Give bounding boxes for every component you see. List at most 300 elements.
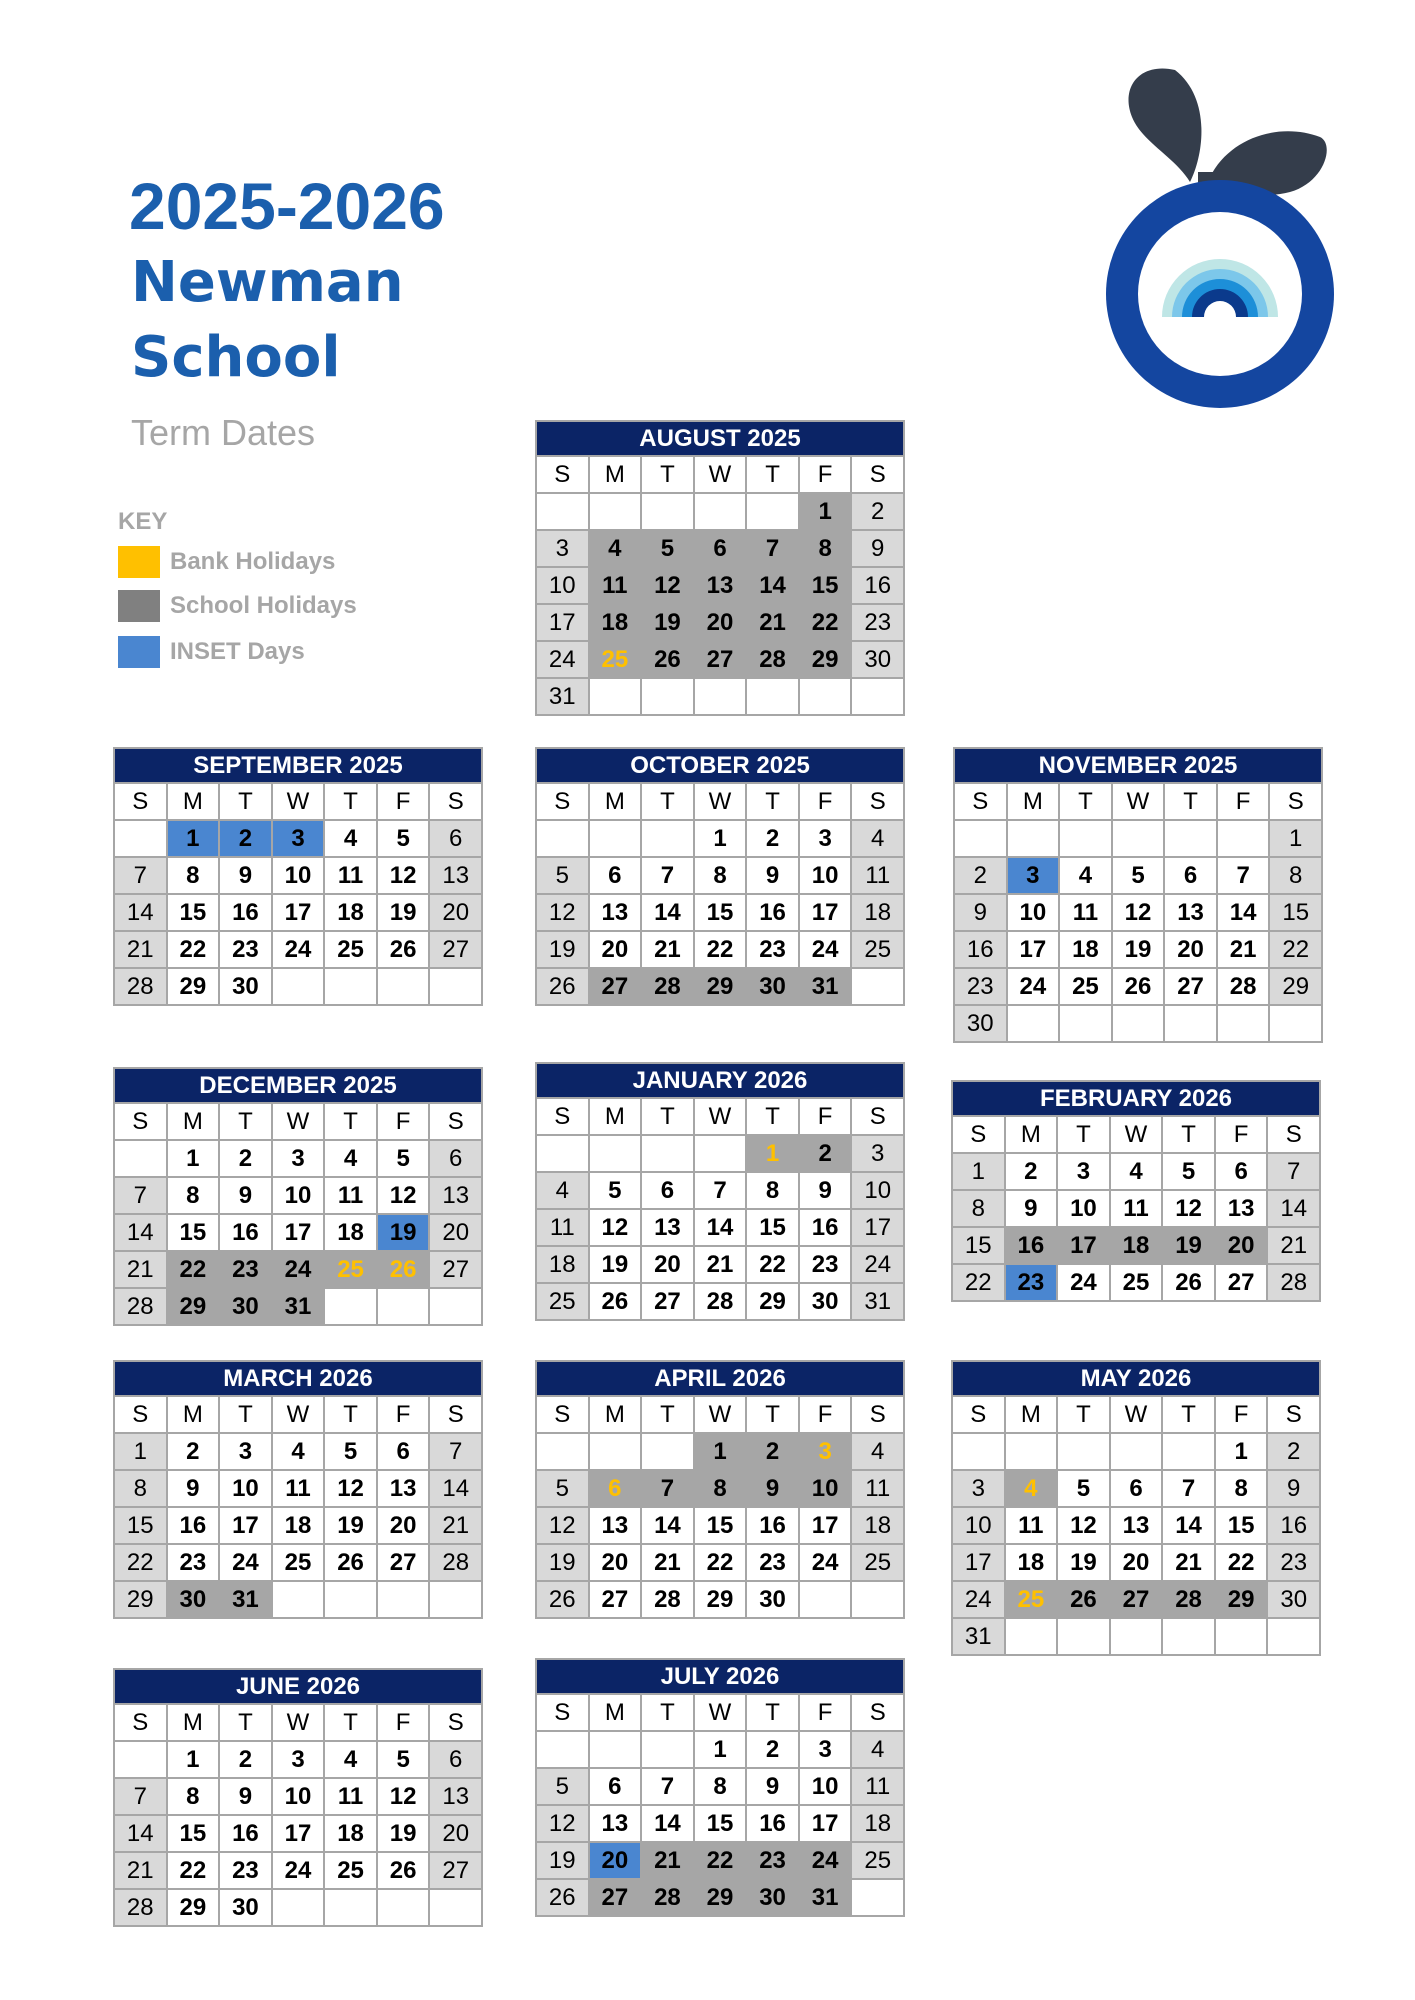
calendar-october-2025 [535, 747, 905, 1006]
empty-day-cell [642, 494, 693, 529]
day-cell: 31 [537, 679, 588, 714]
month-title: OCTOBER 2025 [537, 749, 903, 782]
day-cell: 3 [953, 1471, 1004, 1506]
weekday-header: S [852, 457, 903, 492]
day-cell: 18 [852, 895, 903, 930]
day-cell: 14 [695, 1210, 746, 1245]
weekday-header: T [325, 1104, 376, 1139]
day-cell: 1 [168, 821, 219, 856]
day-cell: 15 [695, 895, 746, 930]
month-title: JANUARY 2026 [537, 1064, 903, 1097]
day-cell: 28 [1163, 1582, 1214, 1617]
weekday-header: T [220, 1104, 271, 1139]
day-cell: 1 [1270, 821, 1321, 856]
weekday-header: M [168, 1705, 219, 1740]
day-cell: 1 [115, 1434, 166, 1469]
day-cell: 19 [537, 1545, 588, 1580]
weekday-header: W [273, 1705, 324, 1740]
day-cell: 14 [642, 1508, 693, 1543]
day-cell: 2 [220, 821, 271, 856]
day-cell: 22 [168, 1853, 219, 1888]
day-cell: 30 [747, 1880, 798, 1915]
day-cell: 18 [1060, 932, 1111, 967]
day-cell: 21 [115, 1853, 166, 1888]
weekday-header: W [695, 784, 746, 819]
day-cell: 11 [852, 1471, 903, 1506]
empty-day-cell [695, 679, 746, 714]
day-cell: 13 [590, 895, 641, 930]
calendar-january-2026 [535, 1062, 905, 1321]
day-cell: 10 [537, 568, 588, 603]
weekday-header: S [955, 784, 1006, 819]
day-cell: 19 [1058, 1545, 1109, 1580]
empty-day-cell [1060, 1006, 1111, 1041]
day-cell: 27 [1165, 969, 1216, 1004]
day-cell: 14 [642, 895, 693, 930]
day-cell: 29 [168, 1289, 219, 1324]
empty-day-cell [430, 1289, 481, 1324]
weekday-header: T [1058, 1397, 1109, 1432]
day-cell: 2 [800, 1136, 851, 1171]
day-cell: 14 [642, 1806, 693, 1841]
day-cell: 29 [168, 969, 219, 1004]
day-cell: 3 [1058, 1154, 1109, 1189]
day-cell: 29 [115, 1582, 166, 1617]
day-cell: 26 [378, 1252, 429, 1287]
weekday-header: M [590, 457, 641, 492]
day-cell: 31 [800, 969, 851, 1004]
empty-day-cell [1058, 1619, 1109, 1654]
day-cell: 21 [115, 932, 166, 967]
day-cell: 1 [695, 1732, 746, 1767]
day-cell: 4 [273, 1434, 324, 1469]
day-cell: 18 [325, 895, 376, 930]
day-cell: 26 [378, 932, 429, 967]
day-cell: 19 [537, 932, 588, 967]
empty-day-cell [537, 1136, 588, 1171]
day-cell: 14 [1268, 1191, 1319, 1226]
day-cell: 2 [1268, 1434, 1319, 1469]
school-logo-apple-icon [1080, 62, 1360, 428]
weekday-header: S [430, 784, 481, 819]
day-cell: 8 [1270, 858, 1321, 893]
day-cell: 30 [220, 1890, 271, 1925]
day-cell: 10 [953, 1508, 1004, 1543]
day-cell: 6 [1111, 1471, 1162, 1506]
day-cell: 14 [115, 895, 166, 930]
day-cell: 28 [430, 1545, 481, 1580]
day-cell: 13 [695, 568, 746, 603]
day-cell: 3 [800, 1732, 851, 1767]
day-cell: 11 [1006, 1508, 1057, 1543]
day-cell: 19 [325, 1508, 376, 1543]
empty-day-cell [1058, 1434, 1109, 1469]
day-cell: 16 [747, 1806, 798, 1841]
month-grid [537, 784, 903, 1004]
day-cell: 1 [747, 1136, 798, 1171]
empty-day-cell [852, 679, 903, 714]
calendar-march-2026 [113, 1360, 483, 1619]
calendar-december-2025 [113, 1067, 483, 1326]
empty-day-cell [1060, 821, 1111, 856]
day-cell: 4 [1111, 1154, 1162, 1189]
day-cell: 12 [537, 1806, 588, 1841]
day-cell: 25 [537, 1284, 588, 1319]
day-cell: 17 [273, 1816, 324, 1851]
weekday-header: T [747, 1397, 798, 1432]
day-cell: 17 [800, 1508, 851, 1543]
day-cell: 2 [1006, 1154, 1057, 1189]
empty-day-cell [430, 1890, 481, 1925]
month-grid [115, 1705, 481, 1925]
empty-day-cell [747, 679, 798, 714]
calendar-november-2025 [953, 747, 1323, 1043]
weekday-header: S [430, 1705, 481, 1740]
empty-day-cell [378, 1289, 429, 1324]
empty-day-cell [1008, 821, 1059, 856]
day-cell: 31 [953, 1619, 1004, 1654]
weekday-header: S [953, 1397, 1004, 1432]
weekday-header: S [430, 1397, 481, 1432]
month-title: DECEMBER 2025 [115, 1069, 481, 1102]
day-cell: 24 [273, 932, 324, 967]
day-cell: 21 [642, 1545, 693, 1580]
key-item-bank-holidays [118, 546, 335, 578]
empty-day-cell [430, 969, 481, 1004]
empty-day-cell [695, 494, 746, 529]
day-cell: 17 [1058, 1228, 1109, 1263]
day-cell: 4 [1006, 1471, 1057, 1506]
weekday-header: S [537, 1099, 588, 1134]
day-cell: 27 [430, 1853, 481, 1888]
day-cell: 4 [1060, 858, 1111, 893]
day-cell: 6 [590, 858, 641, 893]
day-cell: 7 [642, 1471, 693, 1506]
day-cell: 11 [590, 568, 641, 603]
day-cell: 9 [220, 1779, 271, 1814]
key-label: School Holidays [170, 592, 357, 619]
day-cell: 26 [1163, 1265, 1214, 1300]
weekday-header: S [115, 1397, 166, 1432]
empty-day-cell [590, 1732, 641, 1767]
day-cell: 16 [220, 1215, 271, 1250]
day-cell: 23 [955, 969, 1006, 1004]
day-cell: 25 [273, 1545, 324, 1580]
day-cell: 7 [115, 1178, 166, 1213]
day-cell: 20 [642, 1247, 693, 1282]
day-cell: 16 [220, 1816, 271, 1851]
day-cell: 24 [220, 1545, 271, 1580]
weekday-header: M [590, 1695, 641, 1730]
day-cell: 10 [1058, 1191, 1109, 1226]
day-cell: 16 [1006, 1228, 1057, 1263]
weekday-header: M [590, 1397, 641, 1432]
day-cell: 6 [695, 531, 746, 566]
empty-day-cell [852, 969, 903, 1004]
day-cell: 17 [800, 895, 851, 930]
school-name-line2: School [131, 325, 341, 390]
day-cell: 8 [115, 1471, 166, 1506]
weekday-header: T [1165, 784, 1216, 819]
day-cell: 4 [325, 1742, 376, 1777]
day-cell: 15 [800, 568, 851, 603]
day-cell: 16 [800, 1210, 851, 1245]
day-cell: 25 [852, 932, 903, 967]
day-cell: 23 [747, 1545, 798, 1580]
day-cell: 24 [1008, 969, 1059, 1004]
day-cell: 10 [852, 1173, 903, 1208]
school-holiday-swatch [118, 590, 160, 622]
day-cell: 28 [1268, 1265, 1319, 1300]
empty-day-cell [1163, 1434, 1214, 1469]
weekday-header: M [168, 784, 219, 819]
month-grid [953, 1117, 1319, 1300]
day-cell: 30 [747, 969, 798, 1004]
day-cell: 10 [273, 1178, 324, 1213]
weekday-header: W [695, 457, 746, 492]
key-label: Bank Holidays [170, 548, 336, 575]
day-cell: 1 [168, 1141, 219, 1176]
weekday-header: T [642, 1695, 693, 1730]
weekday-header: T [747, 1099, 798, 1134]
day-cell: 22 [695, 1545, 746, 1580]
day-cell: 27 [430, 932, 481, 967]
empty-day-cell [642, 821, 693, 856]
weekday-header: F [800, 1099, 851, 1134]
day-cell: 29 [168, 1890, 219, 1925]
day-cell: 23 [852, 605, 903, 640]
month-grid [537, 1099, 903, 1319]
day-cell: 9 [852, 531, 903, 566]
day-cell: 13 [1216, 1191, 1267, 1226]
day-cell: 10 [1008, 895, 1059, 930]
day-cell: 23 [747, 932, 798, 967]
day-cell: 15 [747, 1210, 798, 1245]
day-cell: 11 [1111, 1191, 1162, 1226]
weekday-header: F [378, 1397, 429, 1432]
day-cell: 25 [325, 932, 376, 967]
day-cell: 15 [695, 1508, 746, 1543]
day-cell: 30 [1268, 1582, 1319, 1617]
weekday-header: T [747, 457, 798, 492]
weekday-header: W [273, 1397, 324, 1432]
day-cell: 21 [642, 1843, 693, 1878]
day-cell: 8 [168, 1178, 219, 1213]
calendar-september-2025 [113, 747, 483, 1006]
day-cell: 28 [642, 969, 693, 1004]
empty-day-cell [378, 1890, 429, 1925]
day-cell: 12 [1058, 1508, 1109, 1543]
weekday-header: F [800, 1695, 851, 1730]
day-cell: 20 [1111, 1545, 1162, 1580]
day-cell: 14 [115, 1215, 166, 1250]
day-cell: 1 [953, 1154, 1004, 1189]
day-cell: 25 [852, 1843, 903, 1878]
day-cell: 24 [953, 1582, 1004, 1617]
day-cell: 29 [1270, 969, 1321, 1004]
day-cell: 3 [273, 821, 324, 856]
day-cell: 18 [325, 1816, 376, 1851]
day-cell: 7 [642, 858, 693, 893]
empty-day-cell [537, 494, 588, 529]
day-cell: 8 [695, 1471, 746, 1506]
empty-day-cell [590, 821, 641, 856]
day-cell: 5 [1058, 1471, 1109, 1506]
day-cell: 21 [1163, 1545, 1214, 1580]
day-cell: 3 [273, 1742, 324, 1777]
day-cell: 7 [1163, 1471, 1214, 1506]
day-cell: 24 [800, 932, 851, 967]
month-title: FEBRUARY 2026 [953, 1082, 1319, 1115]
day-cell: 30 [852, 642, 903, 677]
day-cell: 23 [168, 1545, 219, 1580]
day-cell: 16 [747, 895, 798, 930]
empty-day-cell [115, 821, 166, 856]
day-cell: 13 [430, 1779, 481, 1814]
weekday-header: M [1008, 784, 1059, 819]
day-cell: 9 [168, 1471, 219, 1506]
day-cell: 10 [220, 1471, 271, 1506]
empty-day-cell [590, 494, 641, 529]
day-cell: 5 [537, 1769, 588, 1804]
day-cell: 13 [590, 1806, 641, 1841]
day-cell: 25 [1111, 1265, 1162, 1300]
day-cell: 8 [695, 858, 746, 893]
empty-day-cell [1111, 1619, 1162, 1654]
day-cell: 19 [378, 895, 429, 930]
day-cell: 14 [115, 1816, 166, 1851]
day-cell: 20 [430, 1816, 481, 1851]
month-title: APRIL 2026 [537, 1362, 903, 1395]
day-cell: 11 [852, 1769, 903, 1804]
weekday-header: F [1218, 784, 1269, 819]
weekday-header: T [642, 784, 693, 819]
day-cell: 18 [1006, 1545, 1057, 1580]
day-cell: 22 [953, 1265, 1004, 1300]
day-cell: 28 [642, 1582, 693, 1617]
day-cell: 30 [220, 1289, 271, 1324]
day-cell: 6 [642, 1173, 693, 1208]
day-cell: 31 [273, 1289, 324, 1324]
day-cell: 22 [800, 605, 851, 640]
empty-day-cell [642, 1136, 693, 1171]
day-cell: 1 [695, 1434, 746, 1469]
day-cell: 10 [273, 858, 324, 893]
empty-day-cell [537, 1732, 588, 1767]
day-cell: 21 [695, 1247, 746, 1282]
day-cell: 4 [852, 1732, 903, 1767]
weekday-header: S [537, 1695, 588, 1730]
day-cell: 23 [800, 1247, 851, 1282]
day-cell: 26 [537, 1582, 588, 1617]
month-grid [537, 457, 903, 714]
day-cell: 13 [378, 1471, 429, 1506]
day-cell: 9 [1268, 1471, 1319, 1506]
day-cell: 19 [642, 605, 693, 640]
weekday-header: S [115, 784, 166, 819]
day-cell: 29 [1216, 1582, 1267, 1617]
day-cell: 20 [430, 895, 481, 930]
key-item-inset-days [118, 636, 305, 668]
day-cell: 4 [537, 1173, 588, 1208]
day-cell: 4 [325, 1141, 376, 1176]
day-cell: 1 [168, 1742, 219, 1777]
day-cell: 18 [1111, 1228, 1162, 1263]
day-cell: 8 [695, 1769, 746, 1804]
day-cell: 12 [378, 858, 429, 893]
day-cell: 7 [642, 1769, 693, 1804]
weekday-header: M [1006, 1397, 1057, 1432]
day-cell: 7 [430, 1434, 481, 1469]
empty-day-cell [325, 1582, 376, 1617]
page-subtitle: Term Dates [131, 412, 316, 453]
day-cell: 27 [430, 1252, 481, 1287]
weekday-header: S [537, 1397, 588, 1432]
empty-day-cell [1006, 1619, 1057, 1654]
day-cell: 26 [325, 1545, 376, 1580]
day-cell: 25 [325, 1252, 376, 1287]
day-cell: 13 [430, 1178, 481, 1213]
day-cell: 29 [800, 642, 851, 677]
key-title: KEY [118, 508, 168, 535]
empty-day-cell [115, 1141, 166, 1176]
month-grid [115, 784, 481, 1004]
day-cell: 12 [1163, 1191, 1214, 1226]
day-cell: 13 [590, 1508, 641, 1543]
weekday-header: F [800, 784, 851, 819]
day-cell: 27 [590, 969, 641, 1004]
day-cell: 5 [378, 1742, 429, 1777]
day-cell: 9 [955, 895, 1006, 930]
day-cell: 27 [590, 1880, 641, 1915]
empty-day-cell [325, 969, 376, 1004]
day-cell: 5 [537, 1471, 588, 1506]
day-cell: 28 [115, 1289, 166, 1324]
month-grid [537, 1695, 903, 1915]
month-title: MAY 2026 [953, 1362, 1319, 1395]
day-cell: 24 [537, 642, 588, 677]
day-cell: 15 [115, 1508, 166, 1543]
day-cell: 6 [1216, 1154, 1267, 1189]
day-cell: 8 [168, 1779, 219, 1814]
day-cell: 22 [168, 1252, 219, 1287]
empty-day-cell [273, 1582, 324, 1617]
weekday-header: S [115, 1705, 166, 1740]
day-cell: 4 [852, 1434, 903, 1469]
month-title: MARCH 2026 [115, 1362, 481, 1395]
day-cell: 29 [695, 969, 746, 1004]
empty-day-cell [378, 969, 429, 1004]
day-cell: 24 [1058, 1265, 1109, 1300]
empty-day-cell [747, 494, 798, 529]
day-cell: 21 [642, 932, 693, 967]
day-cell: 27 [1216, 1265, 1267, 1300]
day-cell: 20 [695, 605, 746, 640]
day-cell: 18 [537, 1247, 588, 1282]
empty-day-cell [590, 1136, 641, 1171]
day-cell: 12 [378, 1779, 429, 1814]
weekday-header: S [852, 1397, 903, 1432]
weekday-header: S [430, 1104, 481, 1139]
month-grid [115, 1397, 481, 1617]
day-cell: 5 [325, 1434, 376, 1469]
weekday-header: T [325, 1397, 376, 1432]
day-cell: 24 [800, 1843, 851, 1878]
day-cell: 11 [325, 1178, 376, 1213]
day-cell: 2 [168, 1434, 219, 1469]
day-cell: 14 [747, 568, 798, 603]
day-cell: 8 [800, 531, 851, 566]
